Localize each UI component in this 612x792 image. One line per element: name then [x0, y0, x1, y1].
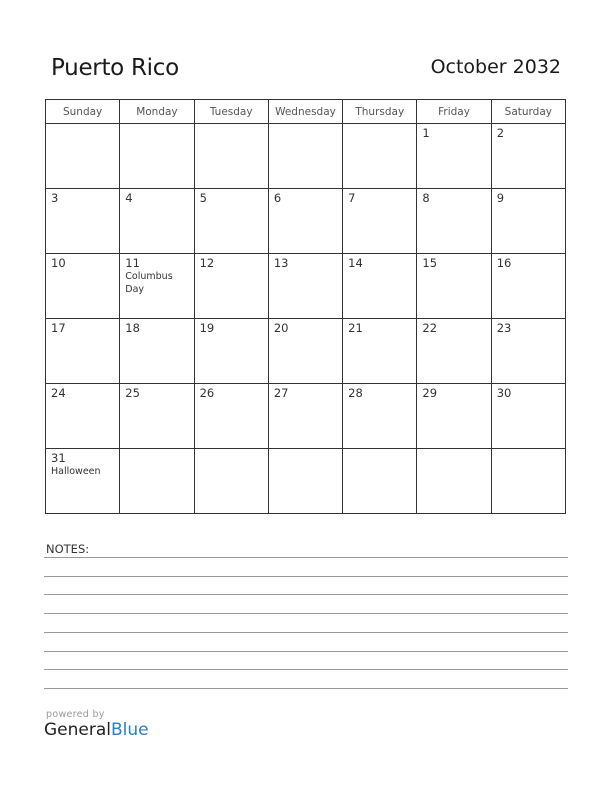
note-line [44, 632, 568, 633]
note-line [44, 651, 568, 652]
day-cell [343, 254, 417, 319]
week-row [46, 254, 566, 319]
day-cell [46, 124, 120, 189]
weekday-wednesday: Wednesday [268, 100, 342, 124]
day-cell [194, 124, 268, 189]
day-cell [417, 449, 491, 514]
day-number: 15 [422, 256, 438, 270]
note-line [44, 594, 568, 595]
weekday-tuesday: Tuesday [194, 100, 268, 124]
day-cell [120, 124, 194, 189]
day-cell [46, 254, 120, 319]
day-cell [194, 449, 268, 514]
week-row [46, 189, 566, 254]
day-number: 9 [496, 191, 505, 205]
day-cell [343, 124, 417, 189]
day-number: 19 [199, 321, 215, 335]
note-line [44, 576, 568, 577]
day-cell [268, 384, 342, 449]
day-number: 3 [51, 191, 59, 205]
day-cell [46, 384, 120, 449]
day-number: 26 [199, 386, 215, 400]
holiday-label: Columbus Day [125, 271, 173, 295]
day-cell [343, 449, 417, 514]
weekday-saturday: Saturday [491, 100, 565, 124]
note-line [44, 613, 568, 614]
powered-by-text: powered by [46, 709, 105, 720]
day-number: 30 [496, 386, 512, 400]
day-cell [194, 384, 268, 449]
day-number: 22 [422, 321, 438, 335]
country-title: Puerto Rico [51, 55, 179, 81]
day-cell [268, 254, 342, 319]
day-cell [268, 449, 342, 514]
day-cell [194, 189, 268, 254]
day-cell [120, 449, 194, 514]
holiday-label: Halloween [51, 466, 101, 477]
day-number: 28 [348, 386, 363, 400]
day-number: 12 [199, 256, 215, 270]
weekday-header-row [46, 100, 566, 124]
day-cell [268, 189, 342, 254]
note-line [44, 669, 568, 670]
weekday-thursday: Thursday [343, 100, 417, 124]
generalblue-logo [44, 720, 149, 740]
day-number: 18 [125, 321, 140, 335]
weekday-monday: Monday [120, 100, 194, 124]
day-cell [120, 189, 194, 254]
day-number: 13 [273, 256, 289, 270]
day-cell [268, 319, 342, 384]
week-row [46, 449, 566, 514]
day-cell [120, 254, 194, 319]
day-cell [46, 189, 120, 254]
day-cell [120, 384, 194, 449]
day-cell [417, 254, 491, 319]
day-cell [120, 319, 194, 384]
day-number: 11 [125, 256, 140, 270]
note-line [44, 557, 568, 558]
day-cell [343, 319, 417, 384]
day-number: 7 [348, 191, 356, 205]
day-number: 27 [273, 386, 289, 400]
day-cell [343, 189, 417, 254]
day-number: 2 [496, 126, 505, 140]
day-cell [417, 124, 491, 189]
day-number: 17 [51, 321, 66, 335]
day-number: 29 [422, 386, 438, 400]
day-number: 16 [496, 256, 512, 270]
day-number: 31 [51, 451, 66, 465]
day-number: 4 [125, 191, 133, 205]
day-number: 21 [348, 321, 363, 335]
day-cell [491, 319, 565, 384]
day-number: 10 [51, 256, 66, 270]
calendar-grid [45, 99, 566, 514]
day-cell [491, 124, 565, 189]
day-cell [46, 449, 120, 514]
notes-label: NOTES: [46, 542, 90, 556]
day-cell [491, 189, 565, 254]
day-cell [417, 384, 491, 449]
day-cell [46, 319, 120, 384]
week-row [46, 124, 566, 189]
weekday-sunday: Sunday [46, 100, 120, 124]
day-number: 23 [496, 321, 512, 335]
day-cell [194, 254, 268, 319]
day-number: 5 [199, 191, 207, 205]
day-cell [343, 384, 417, 449]
brand-general: General [44, 720, 111, 740]
day-number: 25 [125, 386, 140, 400]
day-number: 8 [422, 191, 430, 205]
weekday-friday: Friday [417, 100, 491, 124]
day-cell [491, 449, 565, 514]
week-row [46, 384, 566, 449]
day-cell [417, 319, 491, 384]
day-cell [491, 384, 565, 449]
brand-blue: Blue [111, 720, 149, 740]
day-cell [417, 189, 491, 254]
week-row [46, 319, 566, 384]
day-number: 24 [51, 386, 66, 400]
month-year-title: October 2032 [430, 56, 561, 78]
note-line [44, 688, 568, 689]
day-number: 20 [273, 321, 289, 335]
day-cell [194, 319, 268, 384]
day-number: 14 [348, 256, 363, 270]
day-number: 6 [273, 191, 282, 205]
day-cell [491, 254, 565, 319]
day-number: 1 [422, 126, 430, 140]
day-cell [268, 124, 342, 189]
